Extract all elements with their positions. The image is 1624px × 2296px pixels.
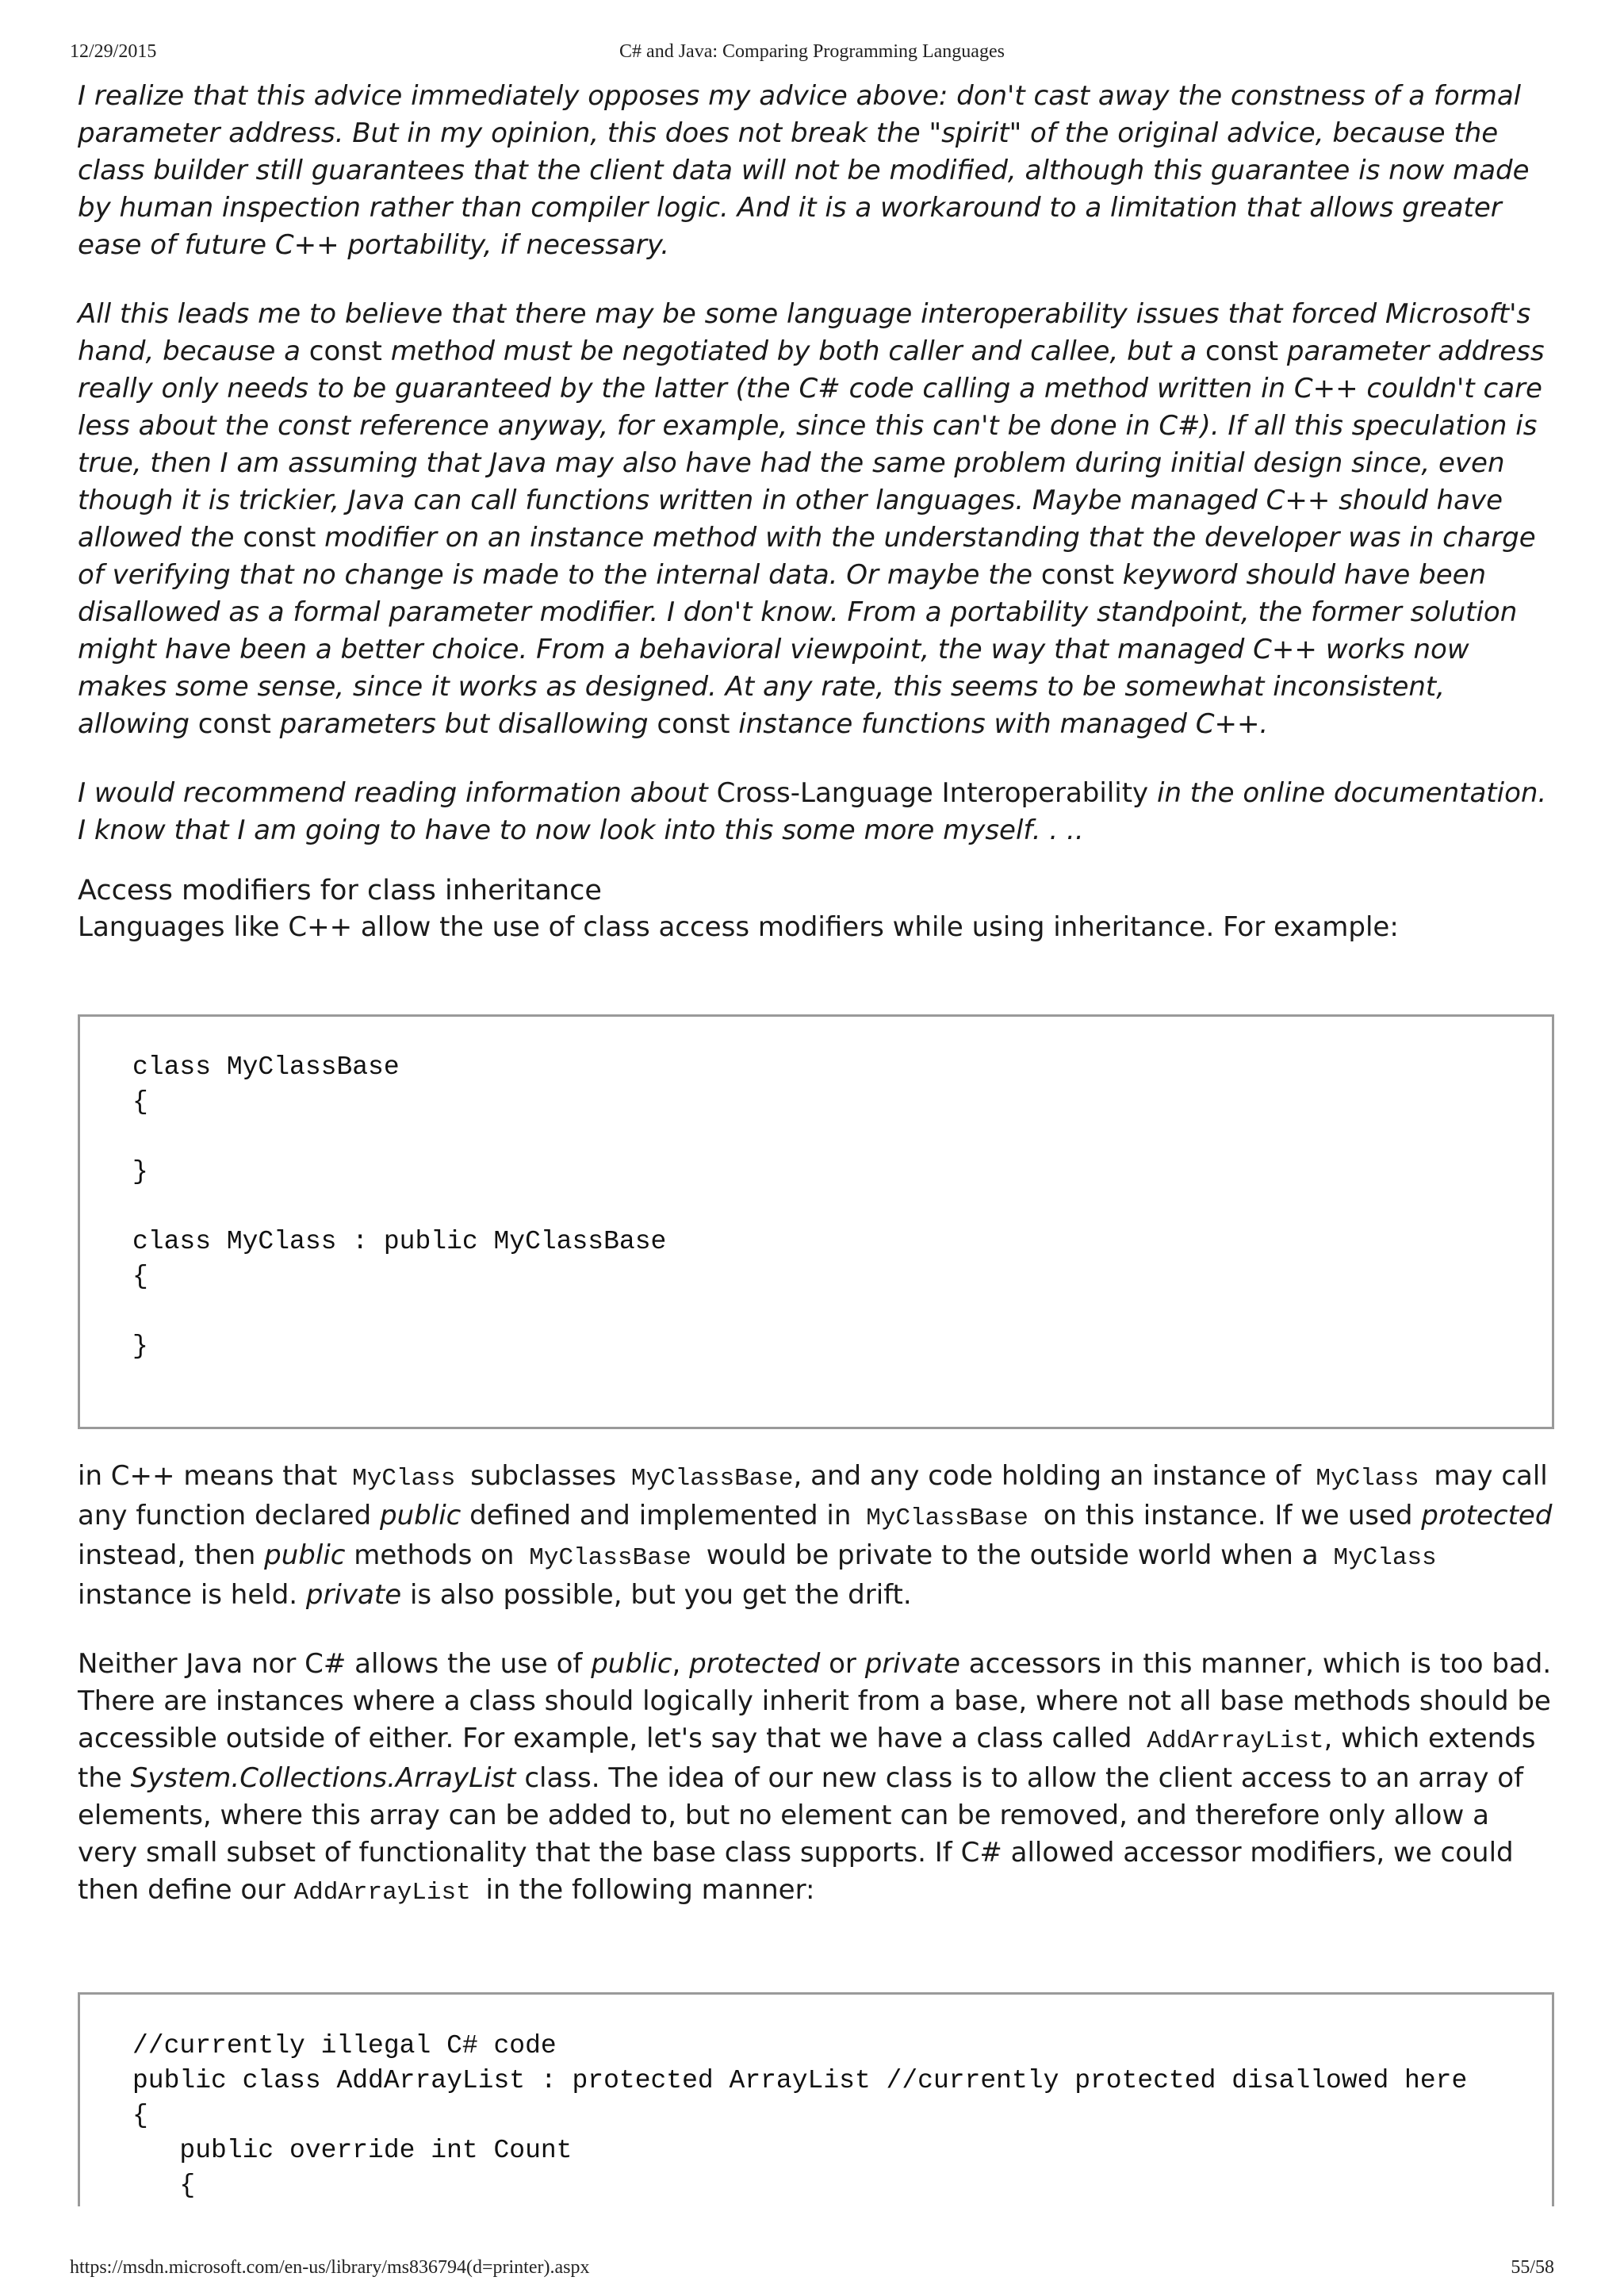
const-keyword: const: [243, 522, 316, 554]
inline-code: MyClass: [1333, 1544, 1437, 1572]
footer-url: https://msdn.microsoft.com/en-us/library/ms836794(d=printer).aspx: [70, 2257, 590, 2278]
const-keyword: const: [308, 335, 382, 367]
const-keyword: const: [657, 708, 730, 740]
header-title: C# and Java: Comparing Programming Languages: [619, 41, 1005, 62]
inline-code: MyClassBase: [529, 1544, 691, 1572]
inline-code: AddArrayList: [293, 1879, 471, 1907]
inline-code: MyClass: [352, 1465, 456, 1493]
paragraph-constness-advice: I realize that this advice immediately opposes my advice above: don't cast away the constness of a formal parameter address. But in my opinion, this does not break the "spirit" of the original advice, because the class builder still guarantees that the client data will not be modified, although this guarantee is now made by human inspection rather than compiler logic. And it is a workaround to a limitation that allows greater ease of future C++ portability, if necessary.: [78, 80, 1530, 261]
page-header: [70, 41, 1554, 68]
footer-page-number: 55/58: [1511, 2257, 1554, 2278]
page-footer: [70, 2257, 1554, 2284]
section-heading: Access modifiers for class inheritance: [78, 875, 602, 907]
inline-code: MyClassBase: [866, 1504, 1028, 1532]
paragraph-java-csharp-accessors: Neither Java nor C# allows the use of public, protected or private accessors in this manner, which is too bad. There are instances where a class should logically inherit from a base, where not all base methods should be accessible outside of either. For example, let's say that we have a class called AddArrayList, which extends the System.Collections.ArrayList class. The idea of our new class is to allow the client access to an array of elements, where this array can be added to, but no element can be removed, and therefore only allow a very small subset of functionality that the base class supports. If C# allowed accessor modifiers, we could then define our AddArrayList in the following manner:: [78, 1648, 1552, 1907]
const-keyword: const: [1205, 335, 1279, 367]
inline-code: MyClassBase: [630, 1465, 794, 1493]
const-keyword: const: [197, 708, 271, 740]
article-body: [78, 78, 1554, 2206]
paragraph-cpp-inheritance-explained: in C++ means that MyClass subclasses MyClassBase, and any code holding an instance of MyClass may call any function declared public defined and implemented in MyClassBase on this instance. If we used protected instead, then public methods on MyClassBase would be private to the outside world when a MyClass instance is held. private is also possible, but you get the drift.: [78, 1460, 1553, 1611]
code-block-cpp-inheritance: [78, 1014, 1554, 1429]
const-keyword: const: [1040, 559, 1114, 591]
section-intro: Languages like C++ allow the use of class access modifiers while using inheritance. For example:: [78, 911, 1399, 943]
inline-code: AddArrayList: [1147, 1727, 1324, 1755]
paragraph-interoperability-speculation: All this leads me to believe that there may be some language interoperability issues that forced Microsoft's hand, because a const method must be negotiated by both caller and callee, but a const parameter address really only needs to be guaranteed by the latter (the C# code calling a method written in C++ couldn't care less about the const reference anyway, for example, since this can't be done in C#). If all this speculation is true, then I am assuming that Java may also have had the same problem during initial design since, even though it is trickier, Java can call functions written in other languages. Maybe managed C++ should have allowed the const modifier on an instance method with the understanding that the developer was in charge of verifying that no change is made to the internal data. Or maybe the const keyword should have been disallowed as a formal parameter modifier. I don't know. From a portability standpoint, the former solution might have been a better choice. From a behavioral viewpoint, the way that managed C++ works now makes some sense, since it works as designed. At any rate, this seems to be somewhat inconsistent, allowing const parameters but disallowing const instance functions with managed C++.: [78, 298, 1545, 740]
header-date: 12/29/2015: [70, 41, 157, 62]
inline-code: MyClass: [1316, 1465, 1419, 1493]
cross-language-interop-term: Cross-Language Interoperability: [716, 777, 1149, 809]
code-text: //currently illegal C# code public class AddArrayList : protected ArrayList //currently protected disallowed here { public override int Count {: [132, 2031, 1468, 2200]
code-block-csharp-addarraylist: [78, 1992, 1554, 2206]
paragraph-recommend-reading: I would recommend reading information about Cross-Language Interoperability in the online documentation. I know that I am going to have to now look into this some more myself. . ..: [78, 777, 1547, 846]
code-text: class MyClassBase { } class MyClass : public MyClassBase { }: [132, 1052, 667, 1361]
